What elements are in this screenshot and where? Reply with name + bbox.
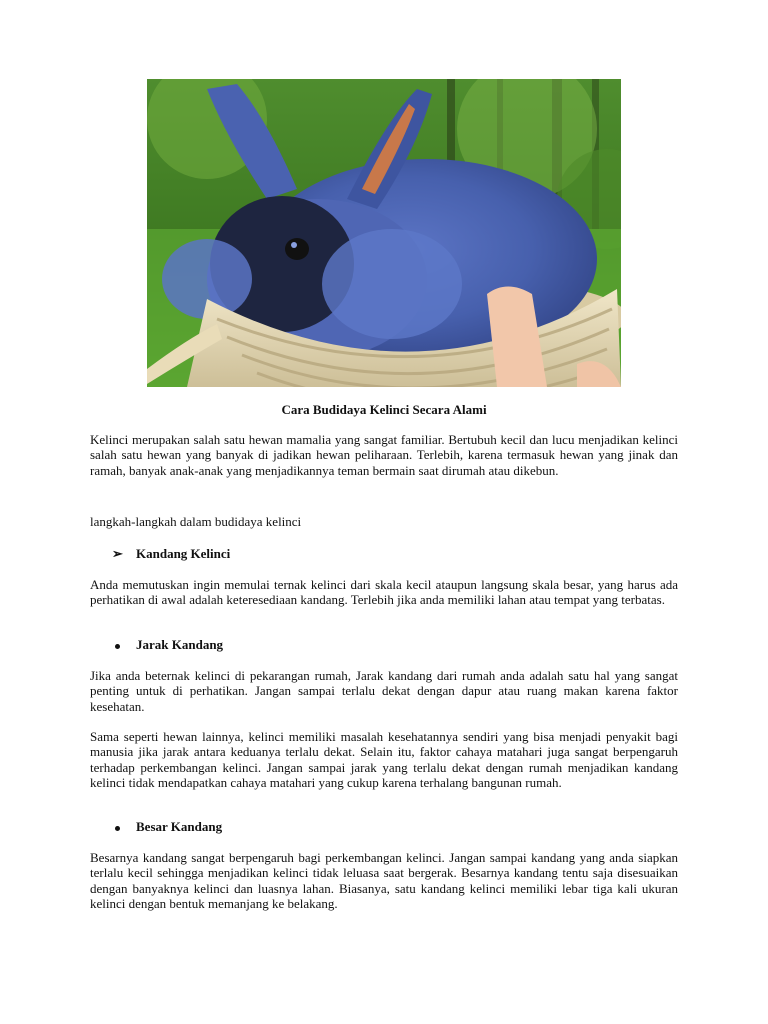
section-heading-jarak: [112, 637, 223, 653]
besar-paragraph: Besarnya kandang sangat berpengaruh bagi perkembangan kelinci. Jangan sampai kandang yang anda siapkan terlalu kecil sehingga menjadikan kelinci tidak leluasa saat bergerak. Besarnya kandang tentu saja disesuaikan dengan banyaknya kelinci dan luasnya lahan. Biasanya, satu kandang kelinci memiliki lebar tiga kali ukuran kelinci dengan bentuk memanjang ke belakang.: [90, 850, 678, 912]
heading-label: Jarak Kandang: [136, 637, 224, 652]
bullet-icon: [112, 637, 136, 653]
heading-label: Kandang Kelinci: [136, 546, 231, 561]
heading-label: Besar Kandang: [136, 819, 223, 834]
jarak-paragraph-2: Sama seperti hewan lainnya, kelinci memiliki masalah kesehatannya sendiri yang bisa menjadi penyakit bagi manusia jika jarak antara keduanya terlalu dekat. Selain itu, faktor cahaya matahari juga sangat berpengaruh terhadap perkembangan kelinci. Jangan sampai jarak yang terlalu dekat dengan rumah menjadikan kandang kelinci tidak mendapatkan cahaya matahari yang cukup karena terhalang bangunan rumah.: [90, 729, 678, 791]
document-title: Cara Budidaya Kelinci Secara Alami: [281, 402, 487, 417]
arrow-bullet-icon: ➢: [112, 546, 123, 561]
jarak-paragraph-1: Jika anda beternak kelinci di pekarangan rumah, Jarak kandang dari rumah anda adalah satu hal yang sangat penting untuk di perhatikan. Jangan sampai terlalu dekat dengan dapur atau ruang makan karena faktor kesehatan.: [90, 668, 678, 714]
section-heading-kandang: [112, 546, 230, 562]
bullet-icon: [112, 819, 136, 835]
rabbit-photo: [147, 79, 621, 387]
kandang-paragraph: Anda memutuskan ingin memulai ternak kelinci dari skala kecil ataupun langsung skala besar, yang harus ada perhatikan di awal adalah keteresediaan kandang. Terlebih jika anda memiliki lahan atau tempat yang terbatas.: [90, 577, 678, 608]
intro-paragraph: Kelinci merupakan salah satu hewan mamalia yang sangat familiar. Bertubuh kecil dan lucu menjadikan kelinci salah satu hewan yang banyak di jadikan hewan peliharaan. Terlebih, karena termasuk hewan yang jinak dan ramah, banyak anak-anak yang menjadikannya teman bermain saat dirumah atau dikebun.: [90, 432, 678, 478]
steps-intro: langkah-langkah dalam budidaya kelinci: [90, 514, 302, 529]
section-heading-besar: [112, 819, 222, 835]
